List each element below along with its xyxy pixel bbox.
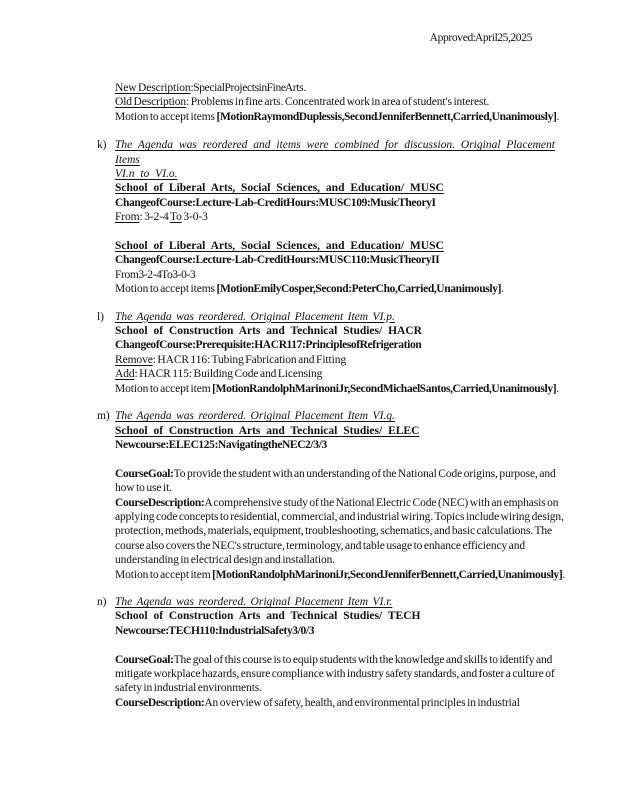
spacer — [115, 638, 567, 652]
add-line — [115, 367, 567, 381]
school-line: School of Liberal Arts, Social Sciences, and Education/ MUSC — [115, 182, 444, 195]
from-label: From — [115, 211, 140, 224]
motion-prefix: Motion to accept item — [115, 382, 213, 395]
motion-bracket: [Motion Raymond Duplessis, Second Jennifer Bennett, Carried, Unanimously] — [216, 110, 557, 123]
school-line: School of Liberal Arts, Social Sciences, and Education/ MUSC — [115, 240, 444, 253]
agenda-note: The Agenda was reordered. Original Placement Item VI.p. — [115, 310, 395, 323]
course-goal — [115, 653, 567, 696]
document-body — [97, 81, 567, 723]
section-n — [97, 595, 567, 710]
school-line: School of Construction Arts and Technical Studies/ HACR — [115, 325, 422, 338]
motion-period: . — [556, 110, 560, 123]
motion-bracket: [Motion Randolph Marinoni Jr, Second Michael Santos, Carried, Unanimously] — [212, 382, 557, 395]
motion-prefix: Motion to accept items — [115, 110, 217, 123]
new-description-label: New Description — [115, 82, 191, 94]
school-line: School of Construction Arts and Technical Studies/ TECH — [115, 610, 421, 623]
course-goal-label: Course Goal: — [115, 653, 174, 666]
motion-line — [115, 282, 567, 296]
to-label: To — [169, 211, 182, 224]
motion-period: . — [501, 283, 504, 296]
approved-date: Approved: April 25, 2025 — [429, 32, 532, 44]
old-description-label: Old Description — [115, 96, 187, 109]
item-label-k: k) — [97, 139, 107, 152]
agenda-note: The Agenda was reordered. Original Placement Item VI.r. — [115, 595, 393, 608]
new-course-line: New course: TECH 110: Industrial Safety 3/0/3 — [115, 624, 315, 637]
course-goal-text: To provide the student with an understanding of the National Code origins, purpose, and how to use it. — [115, 467, 556, 495]
school-line: School of Construction Arts and Technical Studies/ ELEC — [115, 424, 420, 437]
course-change-line: Change of Course: Lecture-Lab-Credit Hours: MUSC 109 : Music Theory I — [115, 196, 436, 209]
old-description-line — [115, 95, 567, 109]
new-description-text: : Special Projects in Fine Arts. — [190, 82, 306, 94]
agenda-note-continued: VI.n to VI.o. — [115, 168, 178, 181]
course-goal — [115, 467, 567, 496]
spacer — [115, 225, 567, 239]
new-description-line — [115, 81, 567, 95]
intro-block — [115, 81, 567, 124]
motion-prefix: Motion to accept item — [115, 568, 213, 581]
from-to-line — [115, 210, 567, 224]
from-value: : 3-2-4 — [139, 211, 170, 224]
motion-period: . — [562, 568, 566, 581]
course-change-line: Change of Course: Prerequisite: HACR 117: Principles of Refrigeration — [115, 339, 422, 352]
section-l — [97, 310, 567, 396]
course-description-label: Course Description: — [115, 696, 205, 709]
course-description-label: Course Description: — [115, 496, 205, 509]
section-k — [97, 138, 567, 296]
course-description — [115, 496, 567, 568]
motion-line — [115, 568, 567, 582]
add-text: : HACR 115: Building Code and Licensing — [134, 368, 323, 381]
course-goal-text: The goal of this course is to equip students with the knowledge and skills to identify and mitigate workplace hazards, ensure compliance with industry safety standards, and foster a culture of safety in industrial environments. — [115, 653, 555, 695]
spacer — [115, 452, 567, 466]
course-description-text: A comprehensive study of the National Electric Code (NEC) with an emphasis on applying code concepts to residential, commercial, and industrial wiring. Topics include wiring design, protection, methods, materials, equipment, troubleshooting, schematics, and basic calculations. The course also covers the NEC's structure, terminology, and table usage to enhance efficiency and understanding in electrical design and installation. — [115, 496, 564, 567]
course-change-line: Change of Course: Lecture-Lab-Credit Hours: MUSC 110: Music Theory II — [115, 254, 440, 267]
new-course-line: New course: ELEC 125: Navigating the NEC 2/3/3 — [115, 438, 327, 451]
item-label-l: l) — [97, 310, 104, 323]
course-description — [115, 696, 567, 710]
item-label-n: n) — [97, 595, 107, 608]
motion-prefix: Motion to accept items — [115, 283, 217, 296]
remove-line — [115, 353, 567, 367]
motion-line — [115, 110, 567, 124]
remove-label: Remove — [115, 353, 153, 366]
motion-period: . — [556, 382, 559, 395]
agenda-note: The Agenda was reordered and items were combined for discussion. Original Placement Items — [115, 139, 555, 166]
old-description-text: : Problems in fine arts. Concentrated work in area of student's interest. — [186, 96, 490, 109]
course-goal-label: Course Goal: — [115, 467, 174, 480]
section-m — [97, 409, 567, 582]
agenda-note: The Agenda was reordered. Original Placement Item VI.q. — [115, 410, 395, 423]
motion-bracket: [Motion Emily Cosper, Second: Peter Cho, Carried, Unanimously] — [216, 283, 502, 296]
motion-line — [115, 382, 567, 396]
to-value: 3-0-3 — [181, 211, 208, 224]
motion-bracket: [Motion Randolph Marinoni Jr, Second Jennifer Bennett, Carried, Unanimously] — [212, 568, 563, 581]
remove-text: : HACR 116: Tubing Fabrication and Fitting — [152, 353, 347, 366]
item-label-m: m) — [97, 410, 110, 423]
from-to-line: From 3-2-4 To 3-0-3 — [115, 268, 196, 281]
add-label: Add — [115, 368, 135, 381]
course-description-text: An overview of safety, health, and environmental principles in industrial — [204, 696, 520, 709]
